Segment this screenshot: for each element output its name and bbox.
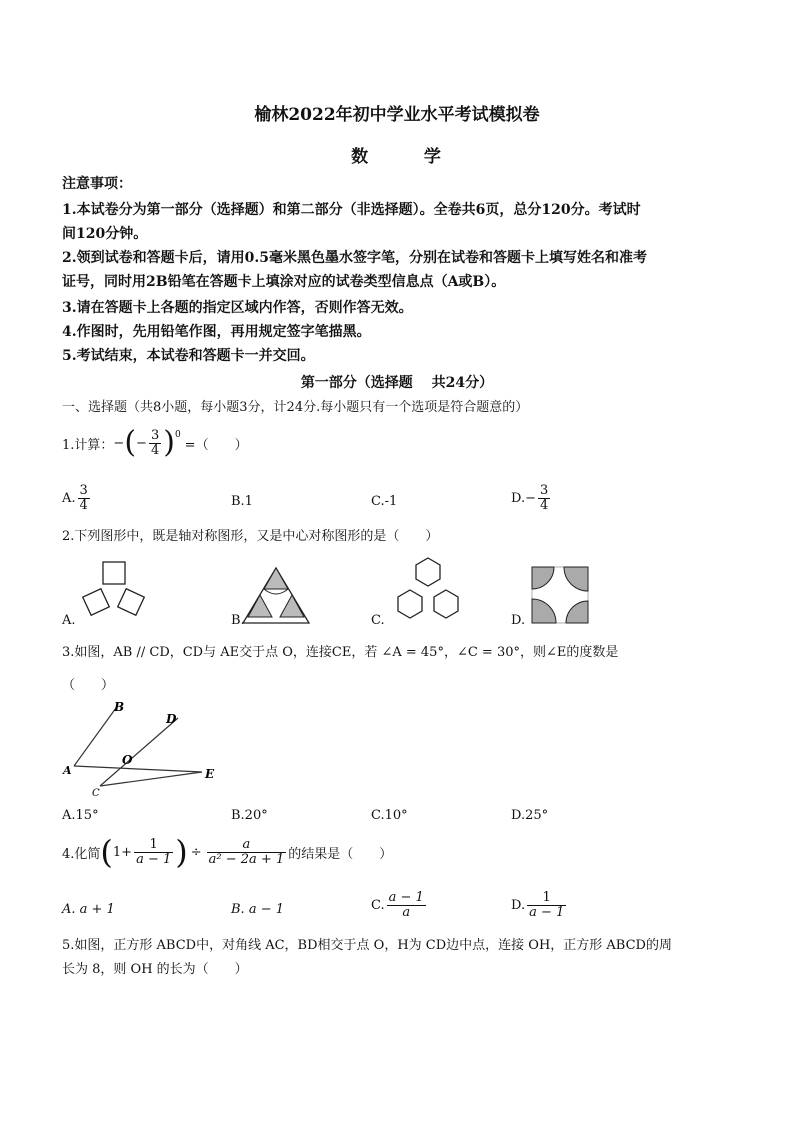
q4-fraction-2-num: a <box>207 838 287 853</box>
q5-stem-line-1: 5.如图，正方形 ABCD中，对角线 AC，BD相交于点 O，H为 CD边中点，连接 OH，正方形 ABCD的周 <box>62 938 672 953</box>
q4-option-c-num: a − 1 <box>388 890 424 905</box>
q1-suffix: =（ ） <box>184 437 248 453</box>
subject-char-1: 数 <box>351 147 371 167</box>
q4-option-d-label: D. <box>511 898 526 913</box>
q1-option-b[interactable]: B.1 <box>231 494 253 509</box>
q4-fraction-1-num: 1 <box>134 838 173 853</box>
q4-fraction-1 <box>134 838 173 867</box>
q3-stem-line-2: （ ） <box>62 678 115 693</box>
q2-figure-c-hexagons-icon <box>388 556 468 628</box>
q3-label-c: C <box>92 788 100 798</box>
note-line-5: 3.请在答题卡上各题的指定区域内作答，否则作答无效。 <box>62 300 413 316</box>
q1-option-a[interactable] <box>62 484 92 513</box>
q2-option-d[interactable]: D. <box>511 613 526 628</box>
q1-exponent: 0 <box>174 430 181 440</box>
q4-paren-left: ( <box>100 833 113 871</box>
q4-paren-right: ) <box>175 833 188 871</box>
note-line-6: 4.作图时，先用铅笔作图，再用规定签字笔描黑。 <box>62 324 371 340</box>
q1-option-d-den: 4 <box>539 498 549 513</box>
q4-option-d-num: 1 <box>527 891 566 906</box>
q4-option-c[interactable] <box>371 891 428 920</box>
q1-option-a-den: 4 <box>79 498 88 513</box>
q2-option-c[interactable]: C. <box>371 613 385 628</box>
q4-divide: ÷ <box>190 844 202 860</box>
q3-option-a[interactable]: A.15° <box>62 808 99 823</box>
q4-suffix: 的结果是（ ） <box>288 846 393 862</box>
part1-intro: 一、选择题（共8小题，每小题3分，计24分.每小题只有一个选项是符合题意的） <box>62 400 529 415</box>
q4-one-plus: 1+ <box>112 844 133 860</box>
q1-option-d-num: 3 <box>539 483 549 498</box>
q4-option-d-den: a − 1 <box>529 905 565 920</box>
q4-option-d[interactable] <box>511 891 568 920</box>
q3-option-d[interactable]: D.25° <box>511 808 549 823</box>
q4-option-c-den: a <box>402 905 411 920</box>
q1-option-a-fraction <box>78 484 90 513</box>
q3-stem-line-1: 3.如图，AB // CD，CD与 AE交于点 O，连接CE，若 ∠A = 45°，∠C = 30°，则∠E的度数是 <box>62 645 619 660</box>
q1-paren-left: ( <box>124 425 137 460</box>
notes-heading: 注意事项： <box>62 176 132 192</box>
q3-label-e: E <box>205 767 215 781</box>
q3-label-a: A <box>63 764 72 777</box>
q2-figure-a-three-squares-icon <box>78 560 158 626</box>
q3-option-b[interactable]: B.20° <box>231 808 268 823</box>
q4-fraction-2 <box>207 838 287 867</box>
note-line-4: 证号，同时用2B铅笔在答题卡上填涂对应的试卷类型信息点（A或B）。 <box>62 274 506 290</box>
q1-option-d-label: D.− <box>511 491 536 506</box>
q1-fraction-num: 3 <box>150 427 160 443</box>
q2-option-b[interactable]: B. <box>231 613 245 628</box>
q4-stem <box>62 833 393 871</box>
q1-paren-right: ) <box>163 425 175 460</box>
q1-option-c[interactable]: C.-1 <box>371 494 398 509</box>
q3-geometry-figure <box>62 698 232 798</box>
subject-title <box>0 142 794 167</box>
q2-option-a[interactable]: A. <box>62 613 76 628</box>
q2-figure-d-quarter-circles-icon <box>530 565 590 625</box>
page-title: 榆林2022年初中学业水平考试模拟卷 <box>254 105 540 125</box>
q4-option-d-fraction <box>527 891 566 920</box>
part1-heading: 第一部分（选择题 共24分） <box>300 375 494 391</box>
q4-fraction-1-den: a − 1 <box>136 851 172 867</box>
q3-label-d: D <box>166 712 177 726</box>
q1-option-a-num: 3 <box>79 483 88 498</box>
q1-fraction-den: 4 <box>150 442 160 458</box>
q1-option-d[interactable] <box>511 484 552 513</box>
note-line-2: 间120分钟。 <box>62 226 148 242</box>
note-line-7: 5.考试结束，本试卷和答题卡一并交回。 <box>62 348 315 364</box>
q4-option-b[interactable]: B. a − 1 <box>231 902 284 917</box>
q1-option-d-fraction <box>538 484 550 513</box>
q4-option-a[interactable]: A. a + 1 <box>62 902 115 917</box>
note-line-3: 2.领到试卷和答题卡后，请用0.5毫米黑色墨水签字笔，分别在试卷和答题卡上填写姓名和准考 <box>62 250 647 266</box>
q3-label-o: O <box>122 753 133 767</box>
q4-option-c-label: C. <box>371 898 385 913</box>
q1-fraction <box>149 429 161 458</box>
q4-prefix: 4.化简 <box>62 846 101 862</box>
q1-stem <box>62 425 248 460</box>
q3-label-b: B <box>114 700 125 714</box>
q1-minus: − <box>113 435 125 451</box>
q2-figure-b-triangle-icon <box>240 565 312 627</box>
q4-fraction-2-den: a² − 2a + 1 <box>208 851 285 867</box>
q1-minus-inner: − <box>136 435 147 451</box>
note-line-1: 1.本试卷分为第一部分（选择题）和第二部分（非选择题）。全卷共6页，总分120分。考试时 <box>62 202 641 218</box>
subject-char-2: 学 <box>423 147 443 167</box>
q5-stem-line-2: 长为 8，则 OH 的长为（ ） <box>62 962 248 977</box>
q3-option-c[interactable]: C.10° <box>371 808 408 823</box>
q1-prefix: 1.计算： <box>62 437 114 453</box>
q4-option-c-fraction <box>387 891 426 920</box>
q2-stem: 2.下列图形中，既是轴对称图形，又是中心对称图形的是（ ） <box>62 529 439 544</box>
q1-option-a-label: A. <box>62 491 76 506</box>
